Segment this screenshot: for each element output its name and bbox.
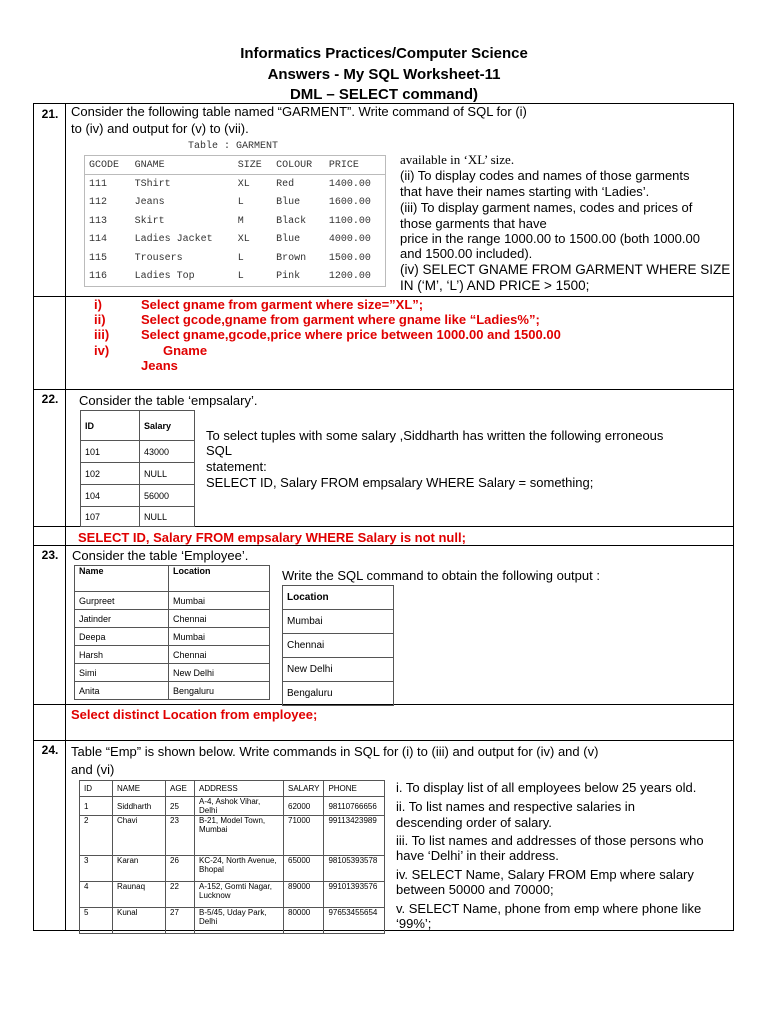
q24-text: iv. SELECT Name, Salary FROM Emp where salary	[396, 867, 694, 882]
column-header: SIZE	[237, 159, 262, 171]
cell: Harsh	[75, 646, 169, 664]
answer-text: Select gname from garment where size=”XL”;	[141, 297, 424, 312]
cell: Kunal	[113, 908, 166, 934]
question-number: 24.	[41, 743, 59, 757]
q22-text: To select tuples with some salary ,Siddharth has written the following erroneous	[206, 428, 664, 443]
output-table	[282, 585, 394, 706]
cell: 25	[166, 797, 195, 816]
q24-text: ii. To list names and respective salaries in	[396, 799, 635, 814]
q24-text: i. To display list of all employees below 25 years old.	[396, 780, 697, 795]
cell: New Delhi	[283, 658, 394, 682]
column-header: Location	[169, 566, 270, 592]
cell: Red	[276, 178, 295, 190]
table-row	[283, 634, 394, 658]
q22-intro: Consider the table ‘empsalary’.	[79, 393, 258, 408]
garment-table-caption: Table : GARMENT	[188, 141, 279, 152]
column-header: Location	[283, 586, 394, 610]
cell: KC-24, North Avenue, Bhopal	[195, 856, 284, 882]
question-number: 22.	[41, 392, 59, 406]
emp-table	[79, 780, 385, 934]
cell: Jeans	[134, 197, 165, 209]
cell: Siddharth	[113, 797, 166, 816]
q23-intro: Consider the table ‘Employee’.	[72, 548, 249, 563]
q23-text: Write the SQL command to obtain the following output :	[282, 568, 600, 583]
cell: Mumbai	[169, 628, 270, 646]
cell: 89000	[284, 882, 324, 908]
cell: Simi	[75, 664, 169, 682]
cell: 71000	[284, 816, 324, 856]
answer-number: iv)	[94, 343, 110, 358]
q24-intro: and (vi)	[71, 762, 115, 777]
table-row	[75, 592, 270, 610]
table-row	[85, 212, 386, 231]
q24-intro: Table “Emp” is shown below. Write commands in SQL for (i) to (iii) and output for (iv) and (v)	[71, 744, 599, 759]
cell: 2	[80, 816, 113, 856]
table-row	[75, 646, 270, 664]
column-header: COLOUR	[276, 159, 313, 171]
column-header: ID	[80, 781, 113, 797]
q22-text: statement:	[206, 459, 267, 474]
q24-text: v. SELECT Name, phone from emp where phone like	[396, 901, 702, 916]
table-row	[75, 610, 270, 628]
empsalary-table	[80, 410, 195, 527]
cell: Deepa	[75, 628, 169, 646]
table-row	[85, 231, 386, 250]
cell: L	[237, 271, 244, 283]
cell: Chennai	[283, 634, 394, 658]
cell: Brown	[276, 252, 307, 264]
column-header: ID	[81, 411, 140, 441]
employee-table	[74, 565, 270, 700]
table-row	[75, 664, 270, 682]
column-header: AGE	[166, 781, 195, 797]
cell: 98105393578	[324, 856, 385, 882]
cell: 1500.00	[328, 252, 371, 264]
cell: A-4, Ashok Vihar, Delhi	[195, 797, 284, 816]
table-row	[81, 463, 195, 485]
cell: 4	[80, 882, 113, 908]
cell: 1400.00	[328, 178, 371, 190]
table-row	[80, 797, 385, 816]
table-row	[80, 882, 385, 908]
table-row	[85, 175, 386, 194]
cell: Chennai	[169, 646, 270, 664]
q22-text: SQL	[206, 443, 233, 458]
column-header: Name	[75, 566, 169, 592]
q24-text: ‘99%’;	[396, 916, 432, 931]
table-row	[75, 682, 270, 700]
table-row	[80, 816, 385, 856]
cell: Chennai	[169, 610, 270, 628]
cell: 99113423989	[324, 816, 385, 856]
column-header: PHONE	[324, 781, 385, 797]
answer-text: Select gname,gcode,price where price between 1000.00 and 1500.00	[141, 327, 561, 342]
answer-text: Select distinct Location from employee;	[71, 707, 318, 722]
cell: 65000	[284, 856, 324, 882]
cell: 1200.00	[328, 271, 371, 283]
answer-number: i)	[94, 297, 102, 312]
cell: 107	[81, 507, 140, 527]
cell: M	[237, 215, 244, 227]
number-column-divider	[65, 103, 66, 931]
cell: NULL	[140, 507, 195, 527]
cell: Skirt	[134, 215, 165, 227]
q24-text: have ‘Delhi’ in their address.	[396, 848, 559, 863]
table-row	[283, 610, 394, 634]
q21-text: those garments that have	[400, 216, 547, 231]
column-header: ADDRESS	[195, 781, 284, 797]
cell: 115	[89, 252, 108, 264]
cell: 98110766656	[324, 797, 385, 816]
page-topic: DML – SELECT command)	[289, 86, 479, 103]
cell: 102	[81, 463, 140, 485]
row-divider	[33, 389, 734, 390]
cell: Ladies Jacket	[134, 234, 213, 246]
cell: Black	[276, 215, 307, 227]
cell: 99101393576	[324, 882, 385, 908]
cell: Trousers	[134, 252, 183, 264]
q24-text: between 50000 and 70000;	[396, 882, 554, 897]
q21-text: price in the range 1000.00 to 1500.00 (both 1000.00	[400, 231, 700, 246]
cell: 116	[89, 271, 108, 283]
garment-table	[84, 155, 386, 287]
q24-text: iii. To list names and addresses of those persons who	[396, 833, 704, 848]
column-header: PRICE	[328, 159, 359, 171]
cell: 3	[80, 856, 113, 882]
column-header: SALARY	[284, 781, 324, 797]
q21-text: and 1500.00 included).	[400, 246, 533, 261]
cell: TShirt	[134, 178, 171, 190]
table-row	[75, 628, 270, 646]
cell: 104	[81, 485, 140, 507]
cell: Ladies Top	[134, 271, 195, 283]
q21-text: (ii) To display codes and names of those garments	[400, 168, 690, 183]
cell: A-152, Gomti Nagar, Lucknow	[195, 882, 284, 908]
row-divider	[33, 740, 734, 741]
q21-text: IN (‘M’, ‘L’) AND PRICE > 1500;	[400, 278, 590, 293]
cell: New Delhi	[169, 664, 270, 682]
answer-number: iii)	[94, 327, 110, 342]
cell: 111	[89, 178, 108, 190]
cell: 43000	[140, 441, 195, 463]
cell: 1600.00	[328, 197, 371, 209]
column-header: NAME	[113, 781, 166, 797]
table-row	[283, 658, 394, 682]
cell: 113	[89, 215, 108, 227]
cell: 1100.00	[328, 215, 371, 227]
cell: 80000	[284, 908, 324, 934]
q22-text: SELECT ID, Salary FROM empsalary WHERE Salary = something;	[206, 475, 594, 490]
cell: 27	[166, 908, 195, 934]
cell: Blue	[276, 234, 301, 246]
question-number: 21.	[41, 107, 59, 121]
table-row	[85, 268, 386, 287]
column-header: GCODE	[89, 159, 120, 171]
cell: Blue	[276, 197, 301, 209]
column-header: GNAME	[134, 159, 165, 171]
cell: L	[237, 197, 244, 209]
cell: Pink	[276, 271, 301, 283]
cell: Mumbai	[169, 592, 270, 610]
cell: 23	[166, 816, 195, 856]
table-row	[81, 507, 195, 527]
q21-intro: Consider the following table named “GARMENT”. Write command of SQL for (i)	[71, 104, 527, 119]
answer-text: Gname	[163, 343, 208, 358]
column-header: Salary	[140, 411, 195, 441]
cell: L	[237, 252, 244, 264]
cell: NULL	[140, 463, 195, 485]
table-row	[85, 249, 386, 268]
cell: 101	[81, 441, 140, 463]
page-subtitle: Answers - My SQL Worksheet-11	[267, 66, 501, 83]
cell: Bengaluru	[283, 682, 394, 706]
cell: 112	[89, 197, 108, 209]
answer-text: Jeans	[141, 358, 178, 373]
question-number: 23.	[41, 548, 59, 562]
cell: 62000	[284, 797, 324, 816]
answer-text: Select gcode,gname from garment where gname like “Ladies%”;	[141, 312, 540, 327]
cell: Mumbai	[283, 610, 394, 634]
cell: XL	[237, 178, 250, 190]
cell: XL	[237, 234, 250, 246]
cell: 114	[89, 234, 108, 246]
cell: 56000	[140, 485, 195, 507]
cell: Bengaluru	[169, 682, 270, 700]
q21-text: that have their names starting with ‘Ladies’.	[400, 184, 650, 199]
answer-text: SELECT ID, Salary FROM empsalary WHERE Salary is not null;	[78, 530, 466, 545]
cell: 5	[80, 908, 113, 934]
answer-number: ii)	[94, 312, 106, 327]
table-row	[85, 194, 386, 213]
q24-text: descending order of salary.	[396, 815, 552, 830]
table-row	[81, 485, 195, 507]
page-title: Informatics Practices/Computer Science	[240, 45, 528, 62]
cell: Jatinder	[75, 610, 169, 628]
cell: Chavi	[113, 816, 166, 856]
cell: B-5/45, Uday Park, Delhi	[195, 908, 284, 934]
cell: Raunaq	[113, 882, 166, 908]
q21-text: (iii) To display garment names, codes and prices of	[400, 200, 693, 215]
cell: B-21, Model Town, Mumbai	[195, 816, 284, 856]
q21-intro: to (iv) and output for (v) to (vii).	[71, 121, 249, 136]
cell: Anita	[75, 682, 169, 700]
cell: 4000.00	[328, 234, 371, 246]
table-row	[80, 856, 385, 882]
cell: 22	[166, 882, 195, 908]
cell: 26	[166, 856, 195, 882]
cell: 1	[80, 797, 113, 816]
table-row	[81, 441, 195, 463]
q21-text: (iv) SELECT GNAME FROM GARMENT WHERE SIZE	[400, 262, 731, 277]
cell: Gurpreet	[75, 592, 169, 610]
q21-text: available in ‘XL’ size.	[400, 152, 515, 167]
table-row	[80, 908, 385, 934]
cell: 97653455654	[324, 908, 385, 934]
cell: Karan	[113, 856, 166, 882]
table-row	[283, 682, 394, 706]
